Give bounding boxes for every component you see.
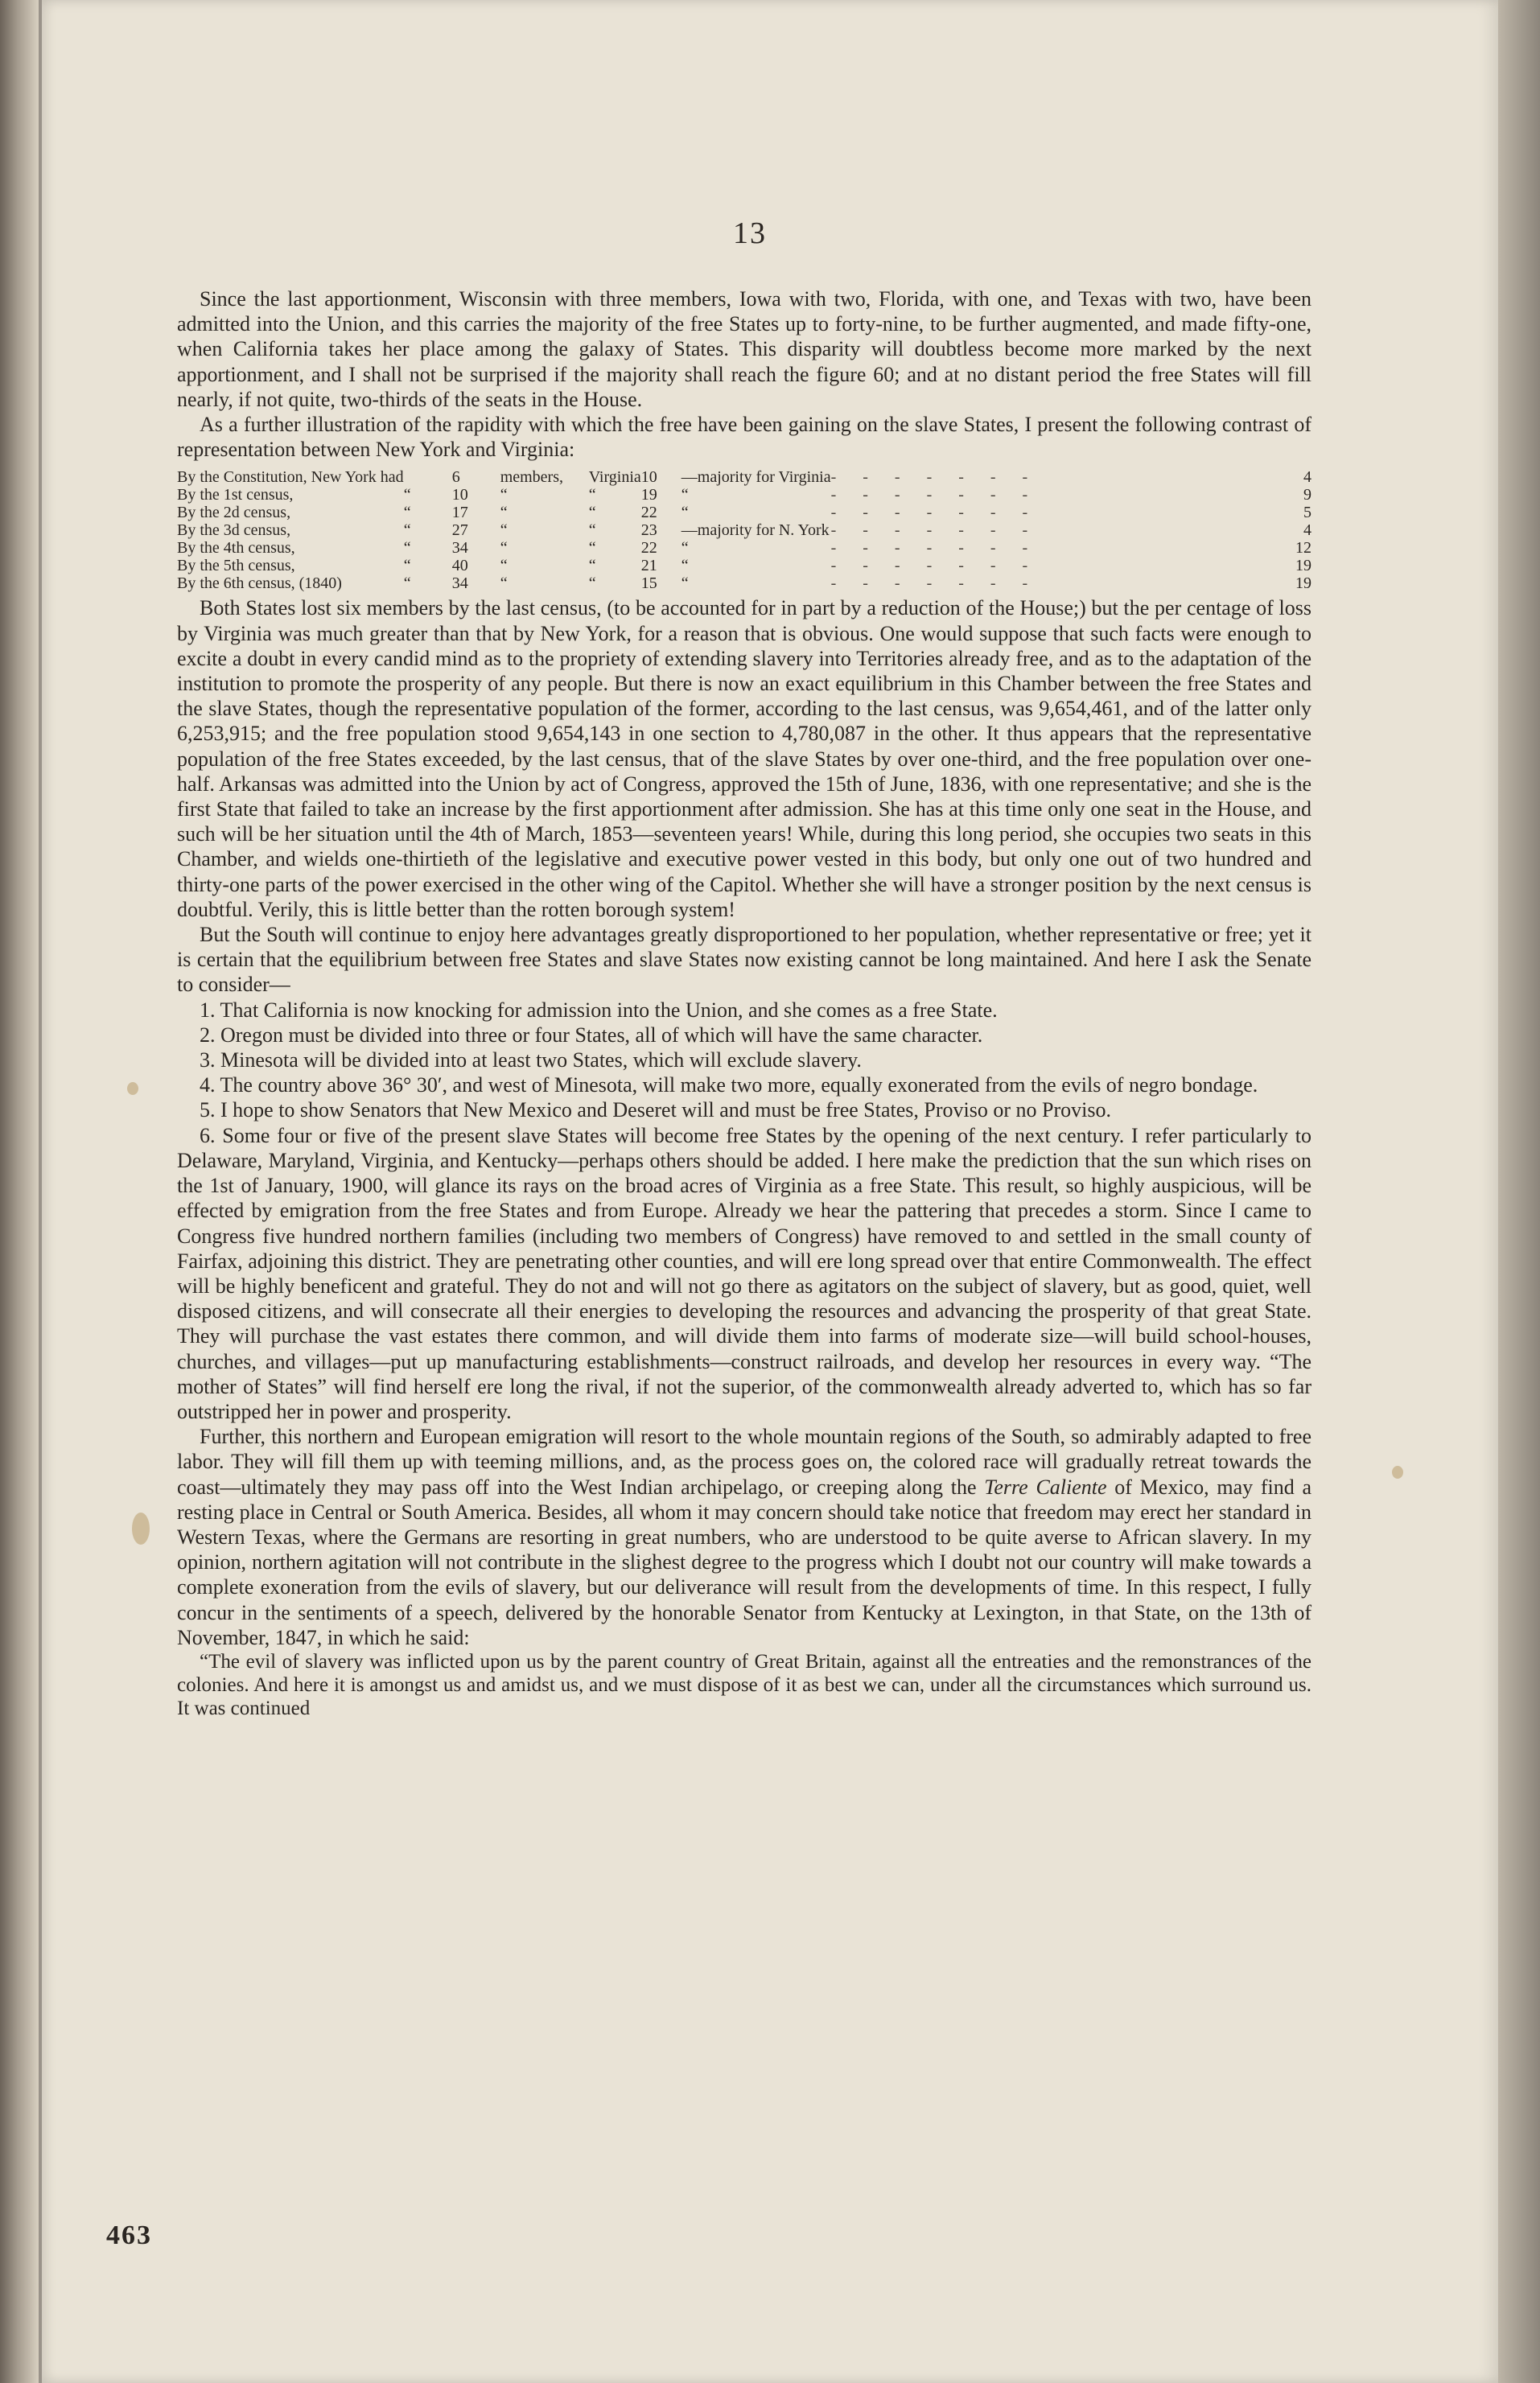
members-label: “ (500, 574, 508, 593)
numbered-item: 5. I hope to show Senators that New Mexico and Deseret will and must be free States, Proviso or no Proviso. (200, 1098, 1111, 1122)
majority-value: 4 (1303, 468, 1311, 487)
census-row (177, 557, 1311, 574)
majority-label: “ (681, 504, 689, 522)
members-label: “ (500, 557, 508, 575)
members-label: “ (500, 539, 508, 558)
census-label: By the 3d census, (177, 521, 291, 540)
census-label: By the 4th census, (177, 539, 295, 558)
book-spine (0, 0, 39, 2383)
paragraph-text: Further, this northern and European emigration will resort to the whole mountain regions of the South, so admirably adapted to free labor. They will fill them up with teeming millions, and, as the process goes on, the colored race will gradually retreat towards the coast—ultimately they may pass off into the West Indian archipelago, or creeping along the (177, 1425, 1311, 1499)
majority-label: —majority for N. York (681, 521, 830, 540)
block-quote: “The evil of slavery was inflicted upon us by the parent country of Great Britain, against all the entreaties and the remonstrances of the colonies. And here it is amongst us and amidst us, and we must dispose of it as best we can, under all the circumstances which surround us. It was continued (177, 1650, 1311, 1719)
virginia-count: 22 (640, 539, 657, 558)
virginia-count: 23 (640, 521, 657, 540)
new-york-count: 34 (451, 574, 468, 593)
new-york-count: 6 (451, 468, 460, 487)
virginia-label: “ (588, 521, 596, 540)
census-table (177, 468, 1311, 592)
census-label: By the Constitution, New York had (177, 468, 404, 487)
virginia-label: “ (588, 539, 596, 558)
census-label: By the 1st census, (177, 486, 294, 504)
majority-label: “ (681, 574, 689, 593)
ditto-mark: “ (403, 504, 411, 522)
virginia-count: 21 (640, 557, 657, 575)
census-label: By the 2d census, (177, 504, 291, 522)
census-row (177, 574, 1311, 592)
body-text (177, 286, 1311, 1720)
leader-dots: - - - - - - - (830, 504, 1040, 522)
leader-dots: - - - - - - - (830, 557, 1040, 575)
majority-label: “ (681, 557, 689, 575)
majority-value: 9 (1303, 486, 1311, 504)
leader-dots: - - - - - - - (830, 521, 1040, 540)
leader-dots: - - - - - - - (830, 574, 1040, 593)
numbered-item: 1. That California is now knocking for admission into the Union, and she comes as a free State. (200, 998, 998, 1022)
new-york-count: 34 (451, 539, 468, 558)
page-number: 13 (733, 216, 767, 250)
members-label: “ (500, 521, 508, 540)
new-york-count: 27 (451, 521, 468, 540)
majority-value: 5 (1303, 504, 1311, 522)
ditto-mark (404, 468, 452, 486)
census-row (177, 486, 1311, 504)
ditto-mark: “ (403, 539, 411, 558)
new-york-count: 10 (451, 486, 468, 504)
census-row (177, 468, 1311, 486)
paragraph: But the South will continue to enjoy here advantages greatly disproportioned to her population, whether representative or free; yet it is certain that the equilibrium between free States and slave States now existing cannot be long maintained. And here I ask the Senate to consider— (177, 923, 1311, 997)
paper-stain (127, 1082, 138, 1095)
paragraph: Both States lost six members by the last census, (to be accounted for in part by a reduction of the House;) but the per centage of loss by Virginia was much greater than that by New York, for a reason that is obvious. One would suppose that such facts were enough to excite a doubt in every candid mind as to the propriety of extending slavery into Territories already free, and as to the adaptation of the institution to promote the prosperity of any people. But there is now an exact equilibrium in this Chamber between the free States and the slave States, though the representative population of the former, according to the last census, was 9,654,461, and of the latter only 6,253,915; and the free population stood 9,654,143 in one section to 4,780,087 in the other. It thus appears that the representative population of the free States exceeded, by the last census, that of the slave States by over one-third, and the free population over one-half. Arkansas was admitted into the Union by act of Congress, approved the 15th of June, 1836, with one representative; and she is the first State that failed to take an increase by the first apportionment after admission. She has at this time only one seat in the House, and such will be her situation until the 4th of March, 1853—seventeen years! While, during this long period, she occupies two seats in this Chamber, and wields one-thirtieth of the legislative and executive power vested in this body, but only one out of two hundred and thirty-one parts of the power exercised in the other wing of the Capitol. Whether she will have a stronger position by the next census is doubtful. Verily, this is little better than the rotten borough system! (177, 596, 1311, 921)
paragraph: As a further illustration of the rapidity with which the free have been gaining on the slave States, I present the following contrast of representation between New York and Virginia: (177, 413, 1311, 462)
paragraph: Since the last apportionment, Wisconsin with three members, Iowa with two, Florida, with one, and Texas with two, have been admitted into the Union, and this carries the majority of the free States up to forty-nine, to be further augmented, and made fifty-one, when California takes her place among the galaxy of States. This disparity will doubtless become more marked by the next apportionment, and I shall not be surprised if the majority shall reach the figure 60; and at no distant period the free States will fill nearly, if not quite, two-thirds of the seats in the House. (177, 287, 1311, 411)
census-label: By the 5th census, (177, 557, 295, 575)
majority-value: 19 (1295, 574, 1311, 593)
footer-page-number: 463 (106, 2220, 152, 2250)
leader-dots: - - - - - - - (830, 468, 1040, 487)
census-row (177, 521, 1311, 539)
paragraph-text: of Mexico, may find a resting place in Central or South America. Besides, all whom it may concern should take notice that freedom may erect her standard in Western Texas, where the Germans are resorting in great numbers, who are understood to be quite averse to African slavery. In my opinion, northern agitation will not contribute in the slighest degree to the progress which I doubt not our country will make towards a complete exoneration from the evils of slavery, but our deliverance will result from the developments of time. In this respect, I fully concur in the sentiments of a speech, delivered by the honorable Senator from Kentucky at Lexington, in that State, on the 13th of November, 1847, in which he said: (177, 1475, 1312, 1649)
paragraph (177, 1424, 1311, 1650)
virginia-label: “ (588, 504, 596, 522)
virginia-label: Virginia (588, 468, 641, 487)
majority-label: “ (681, 486, 689, 504)
leader-dots: - - - - - - - (830, 539, 1040, 558)
majority-label: —majority for Virginia (681, 468, 831, 487)
majority-value: 12 (1295, 539, 1311, 558)
ditto-mark: “ (403, 521, 411, 540)
virginia-count: 22 (640, 504, 657, 522)
members-label: “ (500, 504, 508, 522)
ditto-mark: “ (403, 486, 411, 504)
ditto-mark: “ (403, 557, 411, 575)
numbered-item: 3. Minesota will be divided into at least two States, which will exclude slavery. (200, 1048, 862, 1072)
virginia-label: “ (588, 574, 596, 593)
virginia-label: “ (588, 486, 596, 504)
members-label: “ (500, 486, 508, 504)
census-row (177, 504, 1311, 521)
paper-stain (1392, 1466, 1403, 1479)
new-york-count: 17 (451, 504, 468, 522)
italic-term: Terre Caliente (984, 1475, 1107, 1499)
members-label: members, (500, 468, 563, 487)
paper-stain (132, 1513, 150, 1545)
numbered-item: 6. Some four or five of the present slave States will become free States by the opening of the next century. I refer particularly to Delaware, Maryland, Virginia, and Kentucky—perhaps others should be added. I here make the prediction that the sun which rises on the 1st of January, 1900, will glance its rays on the broad acres of Virginia as a free State. This result, so highly auspicious, will be effected by emigration from the free States and from Europe. Already we hear the pattering that precedes a storm. Since I came to Congress five hundred northern families (including two members of Congress) have removed to and settled in the small county of Fairfax, adjoining this district. They are penetrating other counties, and will ere long spread over that entire Commonwealth. The effect will be highly beneficent and grateful. They do not and will not go there as agitators on the subject of slavery, but as good, quiet, well disposed citizens, and will consecrate all their energies to developing the resources and advancing the prosperity of that great State. They will purchase the vast estates there common, and will divide them into farms of moderate size—will build school-houses, churches, and villages—put up manufacturing establishments—construct railroads, and develop her resources in every way. “The mother of States” will find herself ere long the rival, if not the superior, of the commonwealth already adverted to, which has so far outstripped her in power and prosperity. (177, 1123, 1311, 1423)
numbered-item: 2. Oregon must be divided into three or four States, all of which will have the same character. (200, 1023, 983, 1047)
new-york-count: 40 (451, 557, 468, 575)
census-label: By the 6th census, (1840) (177, 574, 342, 593)
virginia-label: “ (588, 557, 596, 575)
ditto-mark: “ (403, 574, 411, 593)
majority-value: 4 (1303, 521, 1311, 540)
leader-dots: - - - - - - - (830, 486, 1040, 504)
census-table-body (177, 468, 1311, 592)
numbered-item: 4. The country above 36° 30′, and west of Minesota, will make two more, equally exonerated from the evils of negro bondage. (200, 1073, 1258, 1097)
virginia-count: 19 (640, 486, 657, 504)
majority-label: “ (681, 539, 689, 558)
virginia-count: 15 (640, 574, 657, 593)
page-edge (1498, 0, 1540, 2383)
census-row (177, 539, 1311, 557)
virginia-count: 10 (640, 468, 657, 487)
majority-value: 19 (1295, 557, 1311, 575)
